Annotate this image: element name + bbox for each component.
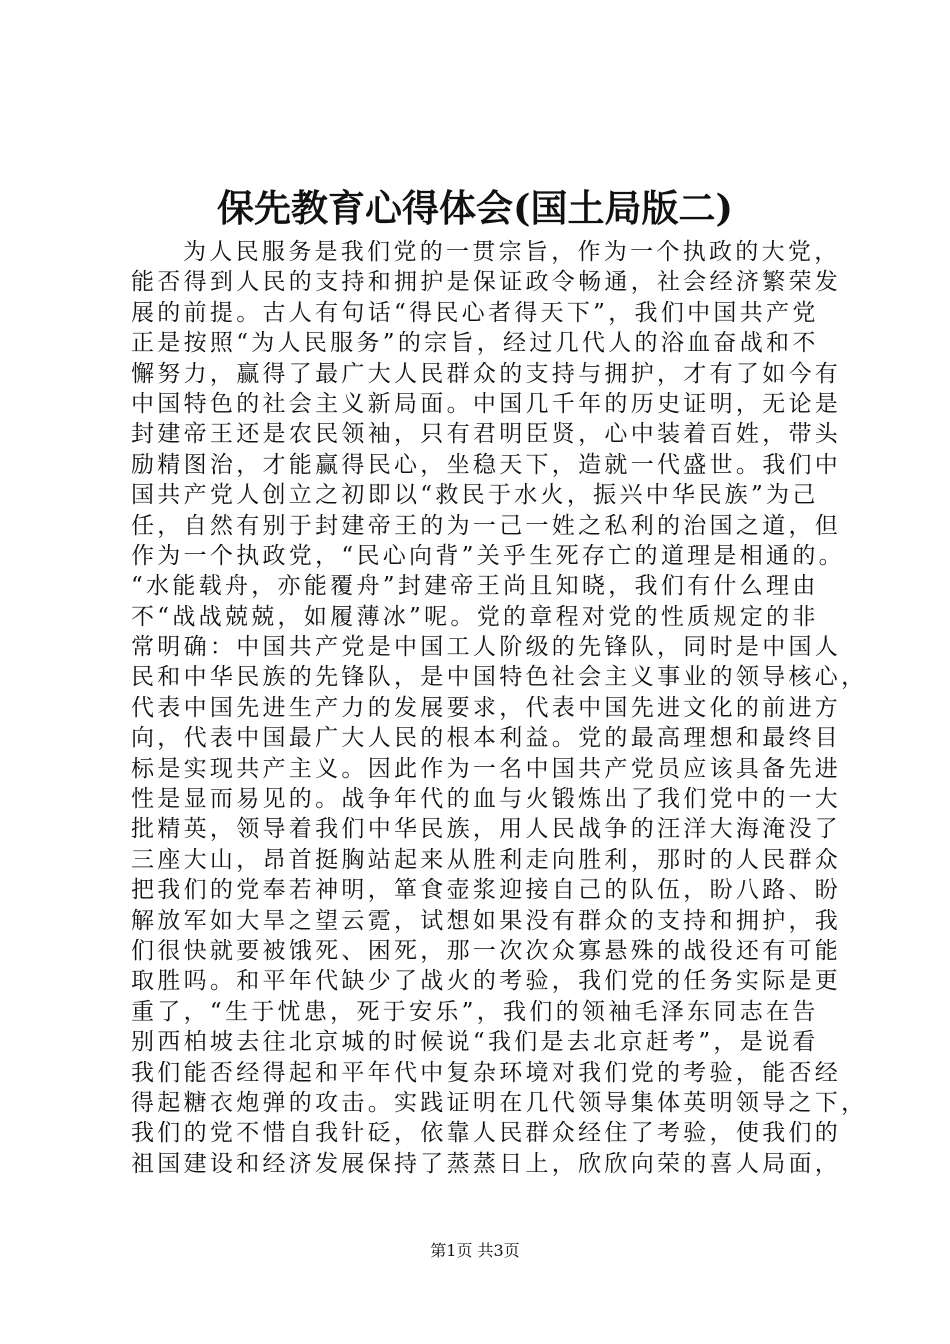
text-line: 中国特色的社会主义新局面。中国几千年的历史证明，无论是 <box>131 390 842 417</box>
text-line: 别西柏坡去往北京城的时候说“我们是去北京赶考”，是说看 <box>131 1029 819 1056</box>
text-line: 正是按照“为人民服务”的宗旨，经过几代人的浴血奋战和不 <box>131 330 819 357</box>
text-line: 封建帝王还是农民领袖，只有君明臣贤，心中装着百姓，带头 <box>131 421 842 448</box>
text-line: 我们能否经得起和平年代中复杂环境对我们党的考验，能否经 <box>131 1059 842 1086</box>
text-line: 重了，“生于忧患，死于安乐”，我们的领袖毛泽东同志在告 <box>131 998 819 1025</box>
text-line: 国共产党人创立之初即以“救民于水火，振兴中华民族”为己 <box>131 482 819 509</box>
text-line: 解放军如大旱之望云霓，试想如果没有群众的支持和拥护，我 <box>131 907 842 934</box>
page-footer: 第1页 共3页 <box>430 1241 520 1260</box>
text-line: 祖国建设和经济发展保持了蒸蒸日上，欣欣向荣的喜人局面， <box>131 1150 842 1177</box>
text-line: 为人民服务是我们党的一贯宗旨，作为一个执政的大党， <box>183 239 841 265</box>
body-paragraph <box>131 237 868 1179</box>
text-line: 民和中华民族的先锋队，是中国特色社会主义事业的领导核心， <box>131 664 868 691</box>
document-title: 保先教育心得体会(国土局版二) <box>216 186 733 230</box>
text-line: “水能载舟，亦能覆舟”封建帝王尚且知晓，我们有什么理由 <box>131 573 819 600</box>
text-line: 批精英，领导着我们中华民族，用人民战争的汪洋大海淹没了 <box>131 816 842 843</box>
text-line: 们很快就要被饿死、困死，那一次次众寡悬殊的战役还有可能 <box>131 937 842 964</box>
text-line: 得起糖衣炮弹的攻击。实践证明在几代领导集体英明领导之下， <box>131 1089 868 1116</box>
text-line: 把我们的党奉若神明，箪食壶浆迎接自己的队伍，盼八路、盼 <box>131 877 842 904</box>
text-line: 懈努力，赢得了最广大人民群众的支持与拥护，才有了如今有 <box>131 360 842 387</box>
text-line: 代表中国先进生产力的发展要求，代表中国先进文化的前进方 <box>131 694 842 721</box>
text-line: 任，自然有别于封建帝王的为一己一姓之私利的治国之道，但 <box>131 512 842 539</box>
text-line: 我们的党不惜自我针砭，依靠人民群众经住了考验，使我们的 <box>131 1120 842 1147</box>
text-line: 向，代表中国最广大人民的根本利益。党的最高理想和最终目 <box>131 725 842 752</box>
text-line: 作为一个执政党，“民心向背”关乎生死存亡的道理是相通的。 <box>131 542 845 569</box>
text-line: 取胜吗。和平年代缺少了战火的考验，我们党的任务实际是更 <box>131 968 842 995</box>
text-line: 标是实现共产主义。因此作为一名中国共产党员应该具备先进 <box>131 755 842 782</box>
text-line: 展的前提。古人有句话“得民心者得天下”，我们中国共产党 <box>131 299 819 326</box>
text-line: 三座大山，昂首挺胸站起来从胜利走向胜利，那时的人民群众 <box>131 846 842 873</box>
text-line: 能否得到人民的支持和拥护是保证政令畅通，社会经济繁荣发 <box>131 269 842 296</box>
text-line: 不“战战兢兢，如履薄冰”呢。党的章程对党的性质规定的非 <box>131 603 819 630</box>
text-line: 常明确：中国共产党是中国工人阶级的先锋队，同时是中国人 <box>131 634 842 661</box>
text-line: 励精图治，才能赢得民心，坐稳天下，造就一代盛世。我们中 <box>131 451 842 478</box>
text-line: 性是显而易见的。战争年代的血与火锻炼出了我们党中的一大 <box>131 786 842 813</box>
